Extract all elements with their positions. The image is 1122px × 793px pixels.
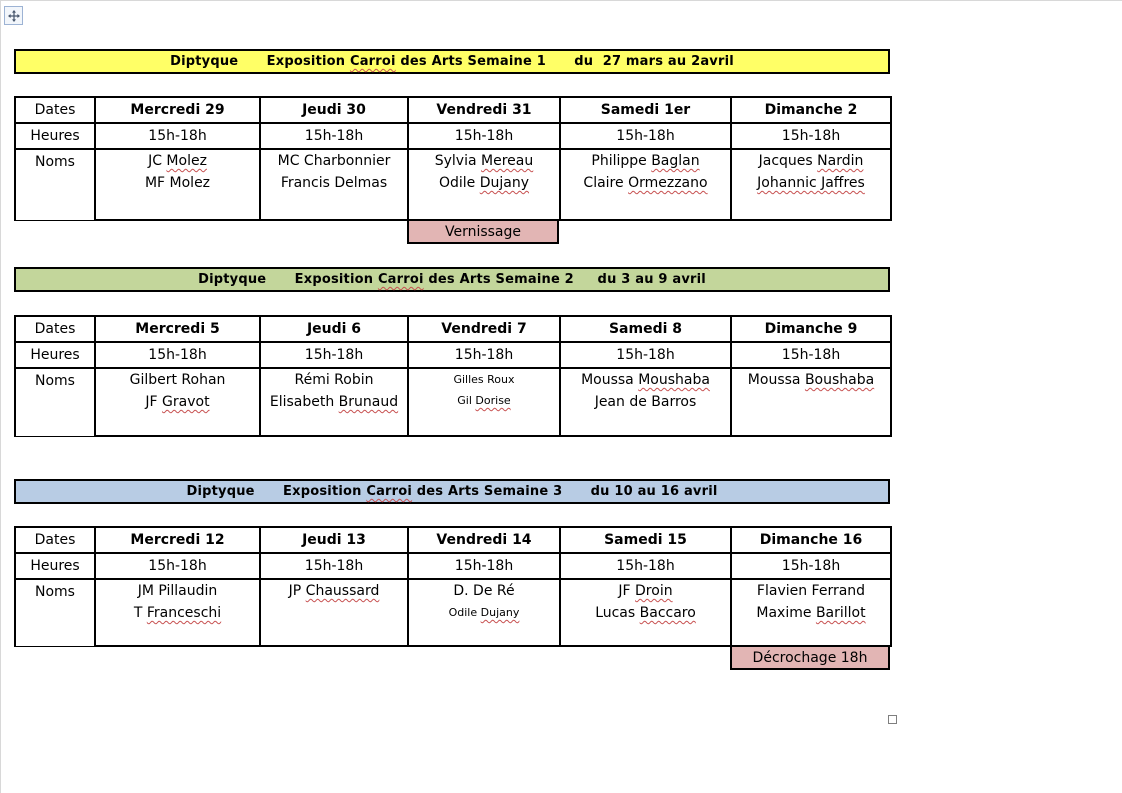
names-cell[interactable]: [95, 368, 260, 436]
hours-cell[interactable]: 15h-18h: [260, 342, 408, 368]
hours-cell[interactable]: 15h-18h: [95, 123, 260, 149]
text-segment: Jean de Barros: [594, 394, 697, 410]
misspelled-word: Moushaba: [638, 372, 710, 388]
names-cell[interactable]: [95, 579, 260, 646]
names-cell[interactable]: [560, 149, 731, 220]
artist-name: [732, 602, 890, 624]
text-segment: Rémi Robin: [294, 372, 374, 388]
text-segment: Claire: [583, 175, 629, 191]
day-header-cell[interactable]: Mercredi 29: [95, 97, 260, 123]
week-3-schedule-table: [14, 526, 892, 647]
week-2-schedule-table: [14, 315, 892, 437]
four-way-arrow-icon: [8, 10, 20, 22]
row-label-heures[interactable]: Heures: [15, 553, 95, 579]
misspelled-word: Carroi: [349, 54, 396, 69]
decrochage-cell[interactable]: [730, 645, 890, 670]
artist-name: [96, 172, 259, 194]
artist-name: [409, 390, 559, 411]
misspelled-word: Johannic Jaffres: [757, 175, 865, 191]
artist-name: [561, 172, 730, 194]
artist-name: [96, 369, 259, 391]
text-segment: Diptyque Exposition: [170, 54, 350, 69]
artist-name: [96, 580, 259, 602]
text-segment: JF: [618, 583, 636, 599]
text-segment: Sylvia: [434, 153, 482, 169]
day-header-cell[interactable]: Mercredi 12: [95, 527, 260, 553]
names-cell[interactable]: [260, 579, 408, 646]
artist-name: [261, 172, 407, 194]
artist-name: [732, 580, 890, 602]
hours-cell[interactable]: 15h-18h: [95, 553, 260, 579]
text-segment: Diptyque Exposition: [198, 272, 378, 287]
artist-name: [409, 580, 559, 602]
vernissage-cell[interactable]: [407, 219, 559, 244]
misspelled-word: Brunaud: [338, 394, 399, 410]
table-resize-handle[interactable]: [888, 715, 897, 724]
names-cell[interactable]: [560, 579, 731, 646]
week-1-banner[interactable]: [14, 49, 890, 74]
text-segment: MF Molez: [144, 175, 211, 191]
artist-name: [732, 150, 890, 172]
hours-cell[interactable]: 15h-18h: [731, 553, 891, 579]
hours-cell[interactable]: 15h-18h: [731, 123, 891, 149]
names-cell[interactable]: [260, 149, 408, 220]
text-segment: Jacques: [758, 153, 818, 169]
day-header-cell[interactable]: Dimanche 9: [731, 316, 891, 342]
text-segment: JF: [145, 394, 163, 410]
misspelled-word: Barillot: [815, 605, 866, 621]
hours-cell[interactable]: 15h-18h: [731, 342, 891, 368]
hours-cell[interactable]: 15h-18h: [95, 342, 260, 368]
hours-cell[interactable]: 15h-18h: [560, 553, 731, 579]
names-cell[interactable]: [260, 368, 408, 436]
hours-cell[interactable]: 15h-18h: [260, 123, 408, 149]
day-header-cell[interactable]: Dimanche 16: [731, 527, 891, 553]
text-segment: MC Charbonnier: [277, 153, 391, 169]
artist-name: [561, 150, 730, 172]
day-header-cell[interactable]: Jeudi 30: [260, 97, 408, 123]
names-cell[interactable]: [731, 368, 891, 436]
text-segment: Flavien Ferrand: [756, 583, 866, 599]
misspelled-word: Ormezzano: [628, 175, 708, 191]
misspelled-word: Dorise: [475, 394, 511, 407]
misspelled-word: Carroi: [366, 484, 413, 499]
artist-name: [96, 391, 259, 413]
names-cell[interactable]: [408, 368, 560, 436]
names-cell[interactable]: [731, 149, 891, 220]
names-cell[interactable]: [408, 579, 560, 646]
text-segment: Gil: [457, 394, 476, 407]
week-3-banner[interactable]: [14, 479, 890, 504]
day-header-cell[interactable]: Vendredi 7: [408, 316, 560, 342]
text-segment: JC: [148, 153, 167, 169]
misspelled-word: Nardin: [817, 153, 864, 169]
text-segment: Odile: [448, 606, 481, 619]
hours-cell[interactable]: 15h-18h: [408, 123, 560, 149]
artist-name: [561, 391, 730, 413]
text-segment: Maxime: [756, 605, 816, 621]
day-header-cell[interactable]: Samedi 15: [560, 527, 731, 553]
artist-name: [409, 150, 559, 172]
day-header-cell[interactable]: Vendredi 31: [408, 97, 560, 123]
artist-name: [561, 580, 730, 602]
row-label-dates[interactable]: Dates: [15, 97, 95, 123]
misspelled-word: Carroi: [377, 272, 424, 287]
artist-name: [409, 369, 559, 390]
text-segment: Francis Delmas: [280, 175, 388, 191]
day-header-cell[interactable]: Samedi 1er: [560, 97, 731, 123]
hours-cell[interactable]: 15h-18h: [260, 553, 408, 579]
artist-name: [561, 602, 730, 624]
misspelled-word: Boushaba: [804, 372, 875, 388]
day-header-cell[interactable]: Dimanche 2: [731, 97, 891, 123]
note-label: Vernissage: [444, 223, 522, 240]
text-segment: JP: [288, 583, 306, 599]
week-2-banner[interactable]: [14, 267, 890, 292]
artist-name: [261, 369, 407, 391]
text-segment: D. De Ré: [453, 583, 515, 599]
artist-name: [261, 150, 407, 172]
names-cell[interactable]: [408, 149, 560, 220]
row-label-dates[interactable]: Dates: [15, 316, 95, 342]
row-label-noms[interactable]: Noms: [15, 368, 95, 436]
artist-name: [96, 150, 259, 172]
day-header-cell[interactable]: Jeudi 13: [260, 527, 408, 553]
misspelled-word: Droin: [635, 583, 673, 599]
artist-name: [409, 172, 559, 194]
note-label: Décrochage 18h: [752, 649, 868, 666]
hours-cell[interactable]: 15h-18h: [408, 553, 560, 579]
artist-name: [732, 172, 890, 194]
row-label-noms[interactable]: Noms: [15, 149, 95, 220]
misspelled-word: Baglan: [651, 153, 700, 169]
week-1-schedule-table: [14, 96, 892, 221]
text-segment: Lucas: [595, 605, 640, 621]
text-segment: Diptyque Exposition: [186, 484, 367, 499]
hours-cell[interactable]: 15h-18h: [560, 123, 731, 149]
misspelled-word: Mereau: [481, 153, 534, 169]
artist-name: [732, 369, 890, 391]
misspelled-word: Dujany: [480, 606, 520, 619]
artist-name: [96, 602, 259, 624]
text-segment: des Arts Semaine 1 du 27 mars au 2avril: [395, 54, 734, 69]
text-segment: des Arts Semaine 3 du 10 au 16 avril: [412, 484, 718, 499]
misspelled-word: Chaussard: [305, 583, 380, 599]
misspelled-word: Gravot: [162, 394, 210, 410]
day-header-cell[interactable]: Samedi 8: [560, 316, 731, 342]
text-segment: Odile: [438, 175, 480, 191]
names-cell[interactable]: [95, 149, 260, 220]
hours-cell[interactable]: 15h-18h: [408, 342, 560, 368]
row-label-dates[interactable]: Dates: [15, 527, 95, 553]
misspelled-word: Baccaro: [639, 605, 696, 621]
text-segment: Gilbert Rohan: [129, 372, 226, 388]
day-header-cell[interactable]: Mercredi 5: [95, 316, 260, 342]
day-header-cell[interactable]: Vendredi 14: [408, 527, 560, 553]
artist-name: [261, 391, 407, 413]
text-segment: JM Pillaudin: [137, 583, 218, 599]
text-segment: Philippe: [591, 153, 652, 169]
misspelled-word: Franceschi: [146, 605, 222, 621]
day-header-cell[interactable]: Jeudi 6: [260, 316, 408, 342]
text-segment: Gilles Roux: [453, 373, 515, 386]
text-segment: des Arts Semaine 2 du 3 au 9 avril: [423, 272, 706, 287]
row-label-heures[interactable]: Heures: [15, 342, 95, 368]
misspelled-word: Dujany: [479, 175, 530, 191]
artist-name: [409, 602, 559, 623]
names-cell[interactable]: [560, 368, 731, 436]
row-label-heures[interactable]: Heures: [15, 123, 95, 149]
hours-cell[interactable]: 15h-18h: [560, 342, 731, 368]
text-segment: T: [133, 605, 147, 621]
row-label-noms[interactable]: Noms: [15, 579, 95, 646]
names-cell[interactable]: [731, 579, 891, 646]
misspelled-word: Molez: [166, 153, 207, 169]
artist-name: [261, 580, 407, 602]
text-segment: Moussa: [581, 372, 639, 388]
text-segment: Moussa: [747, 372, 805, 388]
artist-name: [561, 369, 730, 391]
text-segment: Elisabeth: [269, 394, 339, 410]
table-move-handle-icon[interactable]: [4, 6, 23, 25]
